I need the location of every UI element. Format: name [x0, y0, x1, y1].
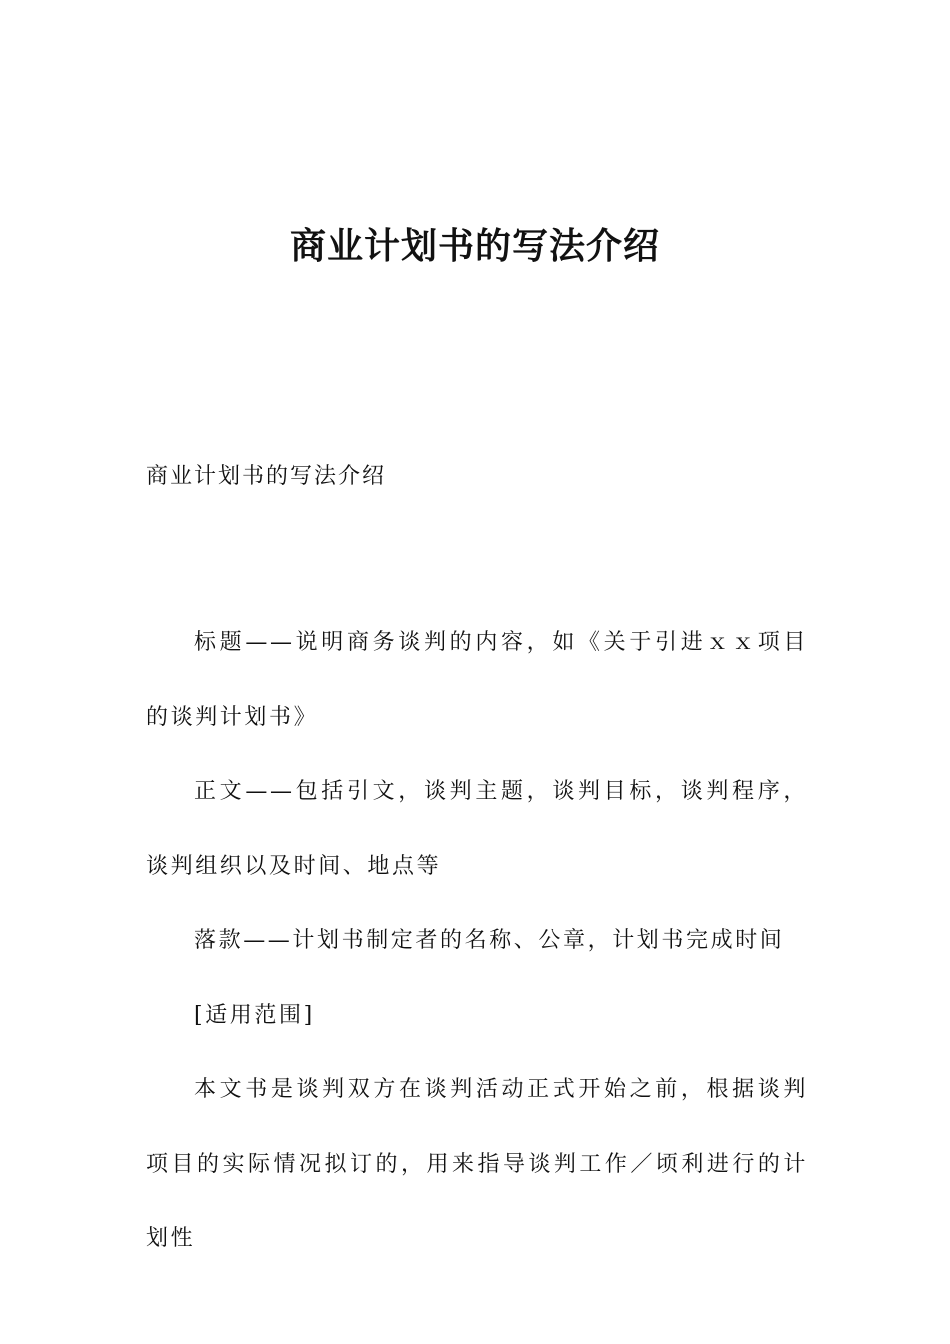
- paragraph-title-section: 标题——说明商务谈判的内容，如《关于引进ｘｘ项目的谈判计划书》: [146, 630, 808, 730]
- document-body: [146, 606, 808, 1277]
- paragraph-scope-text: 本文书是谈判双方在谈判活动正式开始之前，根据谈判项目的实际情况拟订的，用来指导谈判工作／顷利进行的计划性: [146, 1077, 808, 1251]
- paragraph-body-section: 正文——包括引文，谈判主题，谈判目标，谈判程序，谈判组织以及时间、地点等: [146, 779, 808, 879]
- document-title: 商业计划书的写法介绍: [289, 226, 660, 267]
- document-subtitle: 商业计划书的写法介绍: [146, 464, 387, 489]
- paragraph-signature-section: 落款——计划书制定者的名称、公章，计划书完成时间: [194, 928, 785, 953]
- paragraph-scope-heading: [适用范围]: [194, 1002, 315, 1028]
